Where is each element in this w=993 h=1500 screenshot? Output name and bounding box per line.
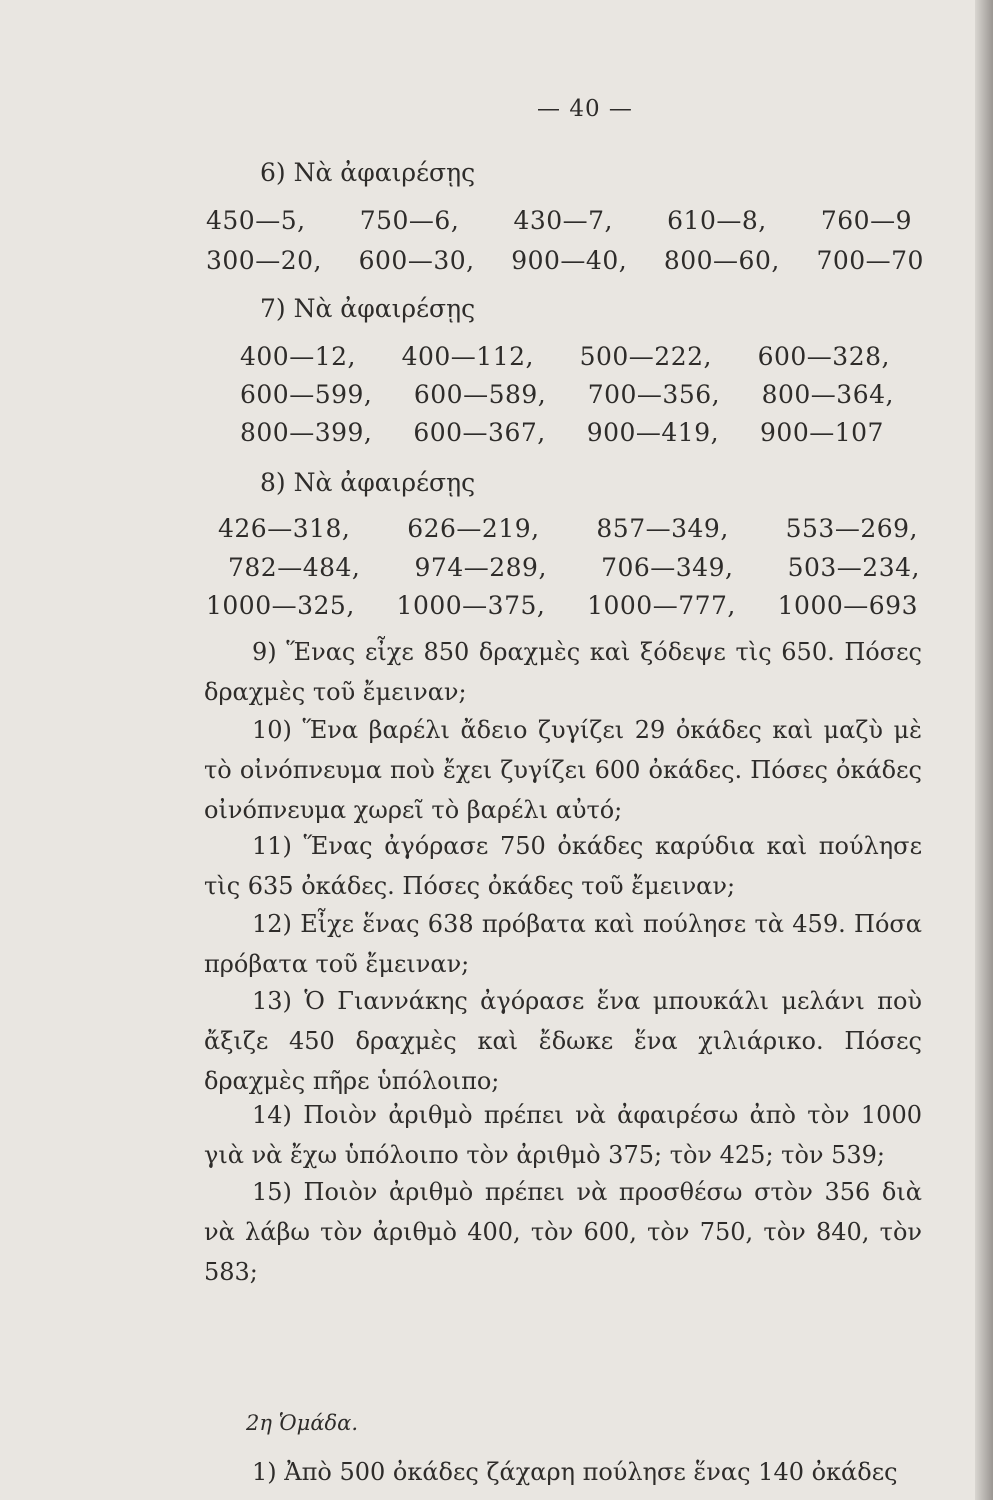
expression: 900—107 [760, 418, 884, 447]
expression: 300—20, [206, 246, 322, 275]
problem-11: 11) Ἕνας ἀγόρασε 750 ὀκάδες καρύδια καὶ πούλησε τὶς 635 ὀκάδες. Πόσες ὀκάδες τοῦ ἔμειναν; [204, 832, 922, 900]
section-8-row-1 [218, 514, 918, 543]
problem-14: 14) Ποιὸν ἀριθμὸ πρέπει νὰ ἀφαιρέσω ἀπὸ τὸν 1000 γιὰ νὰ ἔχω ὑπόλοιπο τὸν ἀριθμὸ 375; τὸν 425; τὸν 539; [204, 1101, 922, 1169]
section-6-row-2 [206, 246, 924, 275]
expression: 600—367, [413, 418, 546, 447]
problem-12: 12) Εἶχε ἕνας 638 πρόβατα καὶ πούλησε τὰ 459. Πόσα πρόβατα τοῦ ἔμειναν; [204, 910, 922, 978]
expression: 600—30, [358, 246, 475, 275]
expression: 974—289, [414, 553, 547, 582]
section-8-title: 8) Νὰ ἀφαιρέσῃς [260, 468, 476, 497]
expression: 626—219, [407, 514, 540, 543]
section-7-title: 7) Νὰ ἀφαιρέσῃς [260, 294, 476, 323]
section-8-row-2 [228, 553, 920, 582]
group-2-problem-1: 1) Ἀπὸ 500 ὀκάδες ζάχαρη πούλησε ἕνας 140 ὀκάδες [252, 1458, 898, 1486]
expression: 600—589, [413, 380, 547, 409]
expression: 782—484, [228, 553, 361, 582]
section-7-row-3 [240, 418, 884, 447]
expression: 1000—693 [777, 591, 918, 620]
problem-10: 10) Ἕνα βαρέλι ἄδειο ζυγίζει 29 ὀκάδες καὶ μαζὺ μὲ τὸ οἰνόπνευμα ποὺ ἔχει ζυγίζει 600 ὀκάδες. Πόσες ὀκάδες οἰνόπνευμα χωρεῖ τὸ βαρέλι αὐτό; [204, 716, 922, 824]
expression: 600—599, [240, 380, 373, 409]
expression: 800—60, [663, 246, 780, 275]
expression: 500—222, [579, 342, 712, 371]
section-6-title: 6) Νὰ ἀφαιρέσῃς [260, 158, 476, 187]
section-7-row-2 [240, 380, 894, 409]
expression: 426—318, [218, 514, 351, 543]
expression: 706—349, [601, 553, 734, 582]
section-6-row-1 [206, 206, 912, 235]
page-number: — 40 — [537, 96, 633, 122]
expression: 600—328, [757, 342, 890, 371]
page-edge [975, 0, 993, 1500]
expression: 400—12, [240, 342, 356, 371]
expression: 503—234, [787, 553, 920, 582]
expression: 450—5, [206, 206, 306, 235]
expression: 750—6, [359, 206, 460, 235]
section-7-row-1 [240, 342, 890, 371]
expression: 900—40, [511, 246, 628, 275]
problem-9: 9) Ἕνας εἶχε 850 δραχμὲς καὶ ξόδεψε τὶς 650. Πόσες δραχμὲς τοῦ ἔμειναν; [204, 638, 922, 706]
expression: 700—70 [816, 246, 924, 275]
problem-15: 15) Ποιὸν ἀριθμὸ πρέπει νὰ προσθέσω στὸν 356 διὰ νὰ λάβω τὸν ἀριθμὸ 400, τὸν 600, τὸν 750, τὸν 840, τὸν 583; [204, 1178, 922, 1286]
expression: 430—7, [513, 206, 614, 235]
expression: 1000—375, [396, 591, 546, 620]
expression: 760—9 [820, 206, 912, 235]
expression: 1000—777, [587, 591, 736, 620]
expression: 800—399, [240, 418, 373, 447]
expression: 800—364, [761, 380, 894, 409]
expression: 700—356, [587, 380, 721, 409]
problem-13: 13) Ὁ Γιαννάκης ἀγόρασε ἕνα μπουκάλι μελάνι ποὺ ἄξιζε 450 δραχμὲς καὶ ἔδωκε ἕνα χιλιάρικο. Πόσες δραχμὲς πῆρε ὑπόλοιπο; [204, 987, 922, 1095]
expression: 900—419, [586, 418, 720, 447]
expression: 1000—325, [206, 591, 355, 620]
expression: 610—8, [667, 206, 767, 235]
section-8-row-3 [206, 591, 918, 620]
group-heading: 2η Ὁμάδα. [246, 1411, 358, 1435]
expression: 553—269, [785, 514, 918, 543]
expression: 400—112, [401, 342, 534, 371]
expression: 857—349, [596, 514, 729, 543]
